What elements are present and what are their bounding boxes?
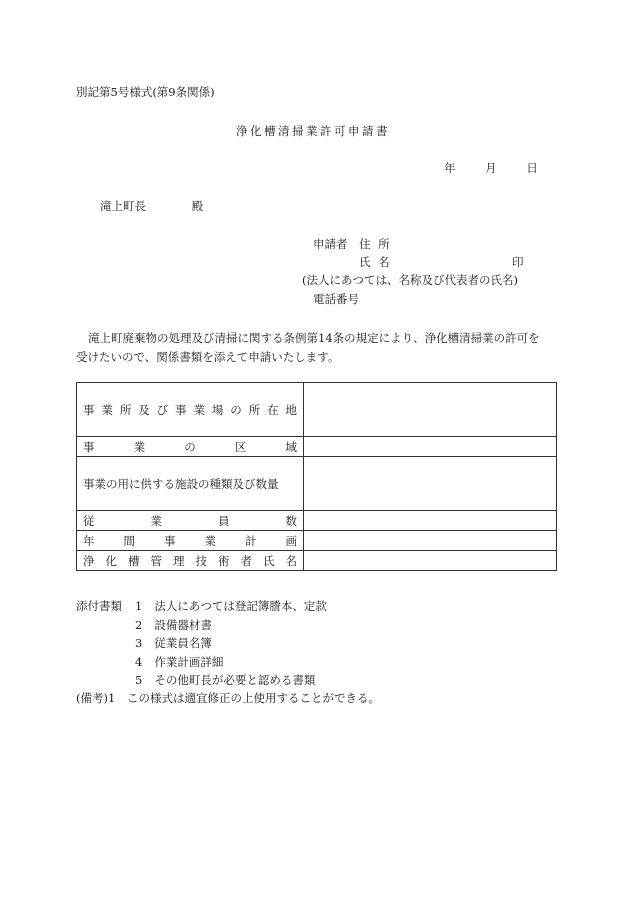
attachments-label: 添付書類	[76, 599, 122, 613]
applicant-name-row	[359, 254, 392, 270]
date-month: 月	[485, 161, 497, 175]
row-label-facilities: 事業の用に供する施設の種類及び数量	[83, 476, 279, 491]
date-line	[444, 160, 538, 176]
row-value-annual-plan[interactable]	[304, 531, 557, 551]
label-char: 区	[234, 439, 247, 454]
table-row	[77, 457, 557, 511]
label-char: 氏	[263, 553, 275, 568]
label-char: 員	[218, 513, 230, 528]
label-char: 事	[83, 439, 95, 454]
remarks-text: この様式は適宜修正の上使用することができる。	[126, 691, 380, 705]
label-char: 名	[285, 553, 297, 568]
attachment-text: その他町長が必要と認める書類	[154, 673, 316, 687]
row-label-annual-plan	[83, 533, 297, 549]
addressee	[100, 198, 203, 214]
label-char: 画	[285, 533, 297, 548]
label-char: 年	[83, 533, 95, 548]
form-number: 別記第5号様式(第9条関係)	[76, 85, 215, 99]
label-char: 域	[285, 439, 297, 454]
name-label: 氏 名	[359, 255, 392, 269]
label-char: 事	[164, 533, 176, 548]
label-char: び	[156, 402, 169, 417]
body-line-2: 受けたいので、関係書類を添えて申請いたします。	[76, 350, 340, 364]
attachment-item	[135, 654, 223, 670]
label-char: の	[184, 439, 196, 454]
label-char: 数	[285, 513, 297, 528]
addressee-name: 滝上町長	[100, 199, 146, 213]
label-char: 浄	[83, 553, 95, 568]
label-char: の	[230, 402, 242, 417]
address-label: 住 所	[359, 237, 392, 251]
applicant-label: 申請者	[313, 237, 348, 251]
row-value-employees[interactable]	[304, 511, 557, 531]
attachment-item	[135, 598, 327, 614]
phone-label: 電話番号	[313, 292, 359, 306]
remarks-label: (備考)1	[76, 691, 116, 705]
application-table	[76, 382, 557, 571]
attachment-item	[135, 672, 315, 688]
label-char: 化	[105, 553, 117, 568]
date-year: 年	[444, 161, 456, 175]
date-day: 日	[526, 161, 538, 175]
row-value-location[interactable]	[304, 383, 557, 437]
seal-mark: 印	[512, 255, 524, 269]
attachment-number: 4	[135, 654, 143, 669]
label-char: 所	[248, 402, 261, 417]
label-char: 地	[285, 402, 297, 417]
attachment-number: 2	[135, 617, 143, 632]
attachment-number: 3	[135, 636, 143, 650]
row-label-employees	[83, 513, 297, 529]
attachment-item	[135, 635, 212, 651]
table-row	[77, 531, 557, 551]
label-char: 槽	[128, 553, 140, 568]
attachment-text: 作業計画詳細	[154, 654, 224, 669]
table-row	[77, 437, 557, 457]
label-char: 場	[211, 402, 224, 417]
label-char: 及	[138, 402, 150, 417]
label-char: 計	[245, 533, 257, 548]
label-char: 管	[150, 553, 162, 568]
label-char: 業	[204, 533, 216, 548]
body-line-1: 滝上町廃棄物の処理及び清掃に関する条例第14条の規定により、浄化槽清掃業の許可を	[88, 331, 540, 345]
row-value-technician[interactable]	[304, 551, 557, 571]
label-char: 術	[218, 553, 230, 568]
row-label-location	[83, 402, 297, 418]
attachment-text: 設備器材書	[154, 617, 212, 632]
attachment-text: 従業員名簿	[154, 636, 212, 650]
attachment-number: 1	[135, 599, 143, 613]
row-value-facilities[interactable]	[304, 457, 557, 511]
label-char: 在	[267, 402, 279, 417]
label-char: 所	[119, 402, 132, 417]
table-row	[77, 383, 557, 437]
label-char: 間	[123, 533, 135, 548]
attachment-text: 法人にあつては登記簿謄本、定款	[154, 599, 327, 613]
applicant-address-row	[313, 236, 392, 252]
attachment-item	[135, 617, 212, 633]
label-char: 技	[195, 553, 207, 568]
row-value-area[interactable]	[304, 437, 557, 457]
table-row	[77, 511, 557, 531]
label-char: 理	[173, 553, 185, 568]
label-char: 業	[133, 439, 146, 454]
label-char: 業	[150, 513, 162, 528]
label-char: 業	[101, 402, 113, 417]
label-char: 従	[83, 513, 95, 528]
label-char: 事	[175, 402, 187, 417]
table-row	[77, 551, 557, 571]
label-char: 事	[83, 402, 95, 417]
addressee-honorific: 殿	[191, 199, 204, 213]
label-char: 業	[193, 402, 205, 417]
page-title: 浄化槽清掃業許可申請書	[236, 124, 390, 138]
row-label-area	[83, 439, 297, 455]
attachment-number: 5	[135, 673, 143, 687]
row-label-technician	[83, 553, 297, 569]
remarks	[76, 690, 380, 706]
label-char: 者	[240, 553, 252, 568]
corp-note: (法人にあつては、名称及び代表者の氏名)	[302, 273, 518, 287]
